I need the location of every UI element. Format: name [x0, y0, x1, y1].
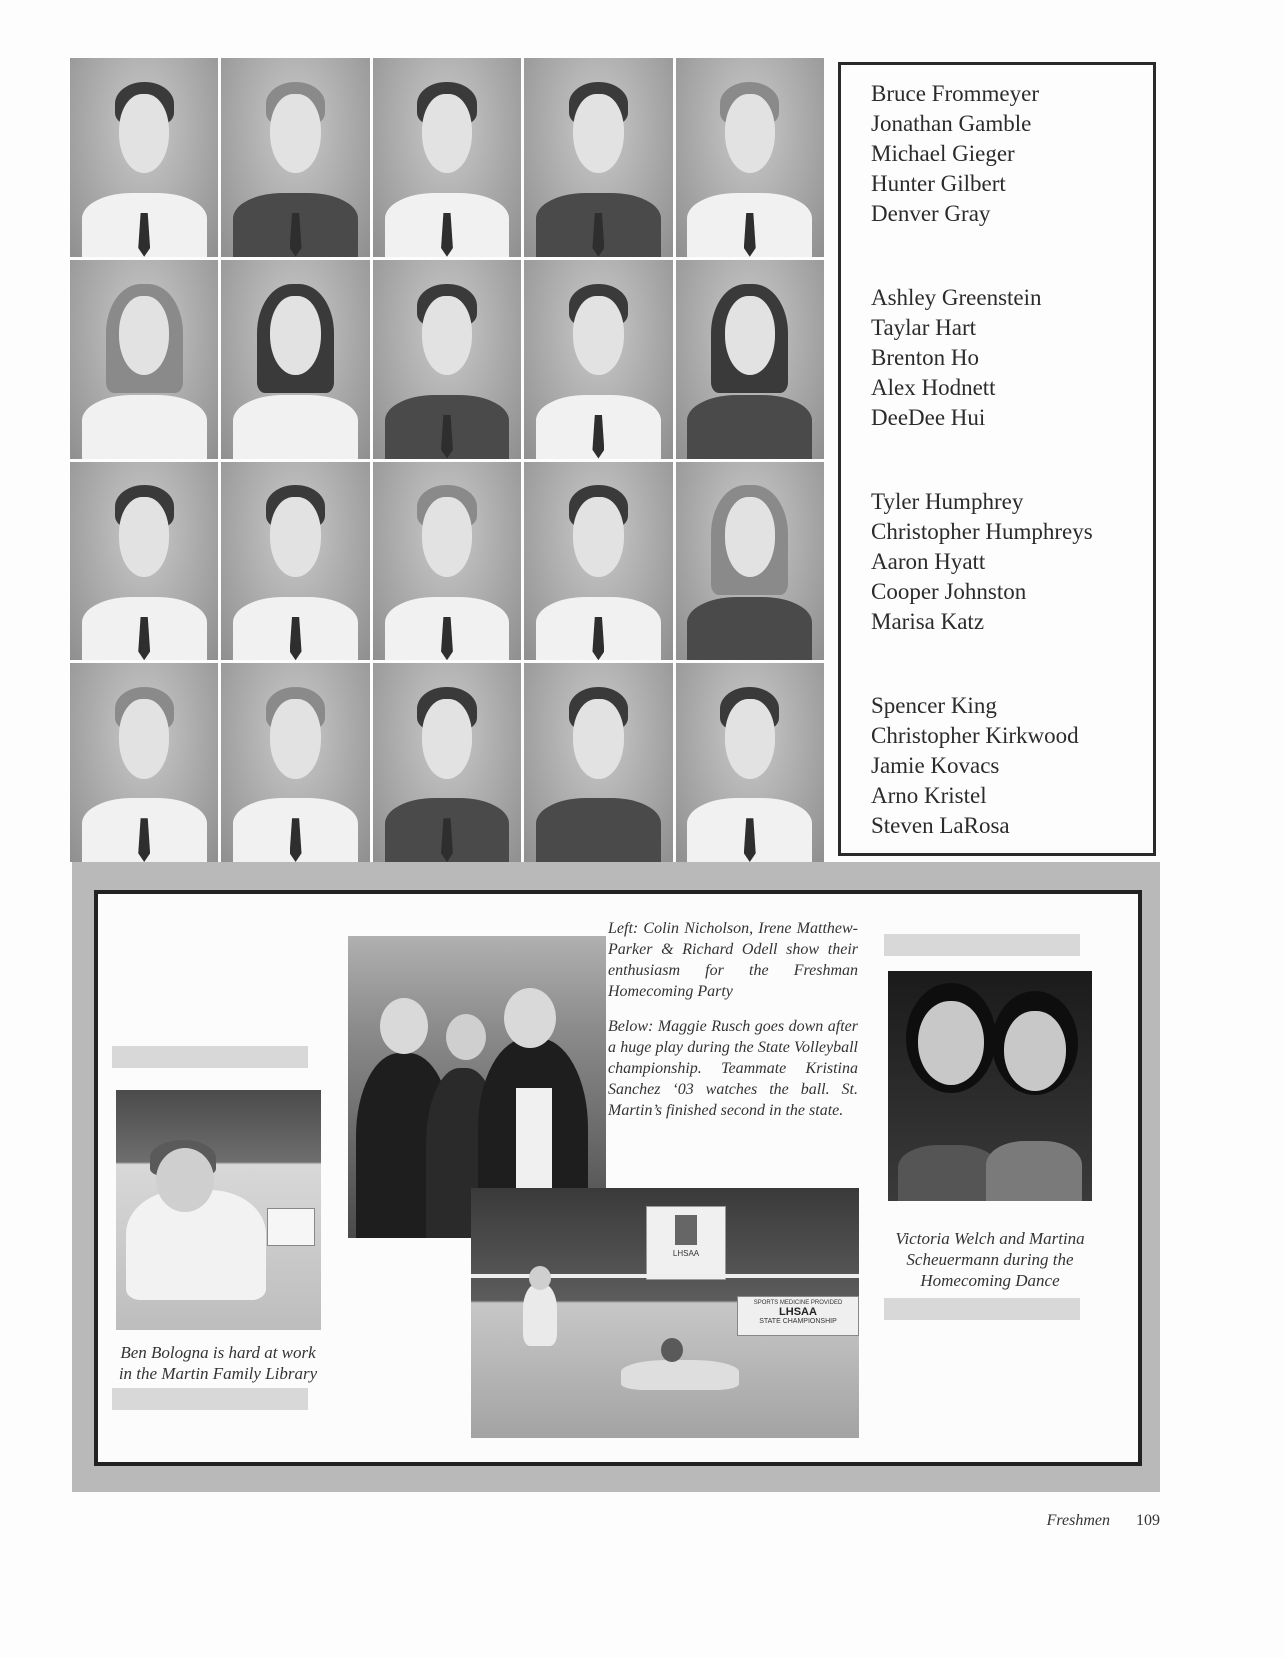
name-group — [871, 487, 1153, 637]
student-name: Hunter Gilbert — [871, 171, 1006, 196]
portrait-photo — [221, 260, 369, 459]
portrait-photo — [524, 58, 672, 257]
decorative-strip — [112, 1046, 308, 1068]
portrait-photo — [524, 462, 672, 661]
library-photo — [116, 1090, 321, 1330]
student-name: Brenton Ho — [871, 345, 979, 370]
portrait-photo — [676, 260, 824, 459]
portrait-photo — [221, 58, 369, 257]
party-caption: Left: Colin Nicholson, Irene Matthew-Parker & Richard Odell show their enthusiasm for the Freshman Homecoming Party — [608, 920, 858, 1000]
student-name: Steven LaRosa — [871, 813, 1010, 838]
portrait-photo — [676, 462, 824, 661]
student-name: Arno Kristel — [871, 783, 987, 808]
volleyball-caption: Below: Maggie Rusch goes down after a huge play during the State Volleyball championship. Teammate Kristina Sanchez ‘03 watches the ball. St. Martin’s finished second in the state. — [608, 1018, 858, 1119]
student-name: Marisa Katz — [871, 609, 985, 634]
portrait-photo — [70, 260, 218, 459]
volleyball-photo — [471, 1188, 859, 1438]
top-captions — [608, 918, 858, 1135]
decorative-strip — [884, 1298, 1080, 1320]
portrait-photo — [524, 260, 672, 459]
section-label: Freshmen — [1046, 1512, 1110, 1529]
portrait-photo — [221, 663, 369, 862]
student-name: Denver Gray — [871, 201, 991, 226]
decorative-strip — [884, 934, 1080, 956]
portrait-photo — [524, 663, 672, 862]
championship-sign: SPORTS MEDICINE PROVIDED LHSAA STATE CHAMPIONSHIP — [737, 1296, 859, 1336]
name-group — [871, 283, 1153, 433]
portrait-photo — [70, 663, 218, 862]
portrait-photo — [676, 663, 824, 862]
portrait-photo — [221, 462, 369, 661]
feature-frame — [72, 862, 1160, 1492]
portrait-photo — [373, 462, 521, 661]
student-name: Christopher Kirkwood — [871, 723, 1079, 748]
student-name: Ashley Greenstein — [871, 285, 1042, 310]
homecoming-dance-photo — [888, 971, 1092, 1201]
student-name: Jamie Kovacs — [871, 753, 1000, 778]
portrait-photo — [373, 58, 521, 257]
feature-panel — [94, 890, 1142, 1466]
student-name: Michael Gieger — [871, 141, 1015, 166]
student-name: DeeDee Hui — [871, 405, 986, 430]
portrait-photo — [70, 58, 218, 257]
portrait-grid — [70, 58, 824, 862]
student-name: Christopher Humphreys — [871, 519, 1093, 544]
student-name: Taylar Hart — [871, 315, 977, 340]
student-name: Alex Hodnett — [871, 375, 996, 400]
portrait-photo — [373, 260, 521, 459]
library-caption: Ben Bologna is hard at work in the Martin Family Library — [118, 1343, 318, 1383]
page-footer — [1047, 1512, 1160, 1530]
dance-caption: Victoria Welch and Martina Scheuermann during the Homecoming Dance — [895, 1229, 1085, 1290]
names-list-box — [838, 62, 1156, 856]
name-group — [871, 691, 1153, 841]
name-group — [871, 79, 1153, 229]
portrait-photo — [676, 58, 824, 257]
student-name: Tyler Humphrey — [871, 489, 1024, 514]
student-name: Spencer King — [871, 693, 997, 718]
student-name: Bruce Frommeyer — [871, 81, 1039, 106]
decorative-strip — [112, 1388, 308, 1410]
student-name: Aaron Hyatt — [871, 549, 986, 574]
student-name: Jonathan Gamble — [871, 111, 1032, 136]
page-number: 109 — [1136, 1512, 1160, 1529]
student-name: Cooper Johnston — [871, 579, 1027, 604]
portrait-photo — [373, 663, 521, 862]
lhsaa-banner: LHSAA — [646, 1206, 726, 1280]
portrait-photo — [70, 462, 218, 661]
